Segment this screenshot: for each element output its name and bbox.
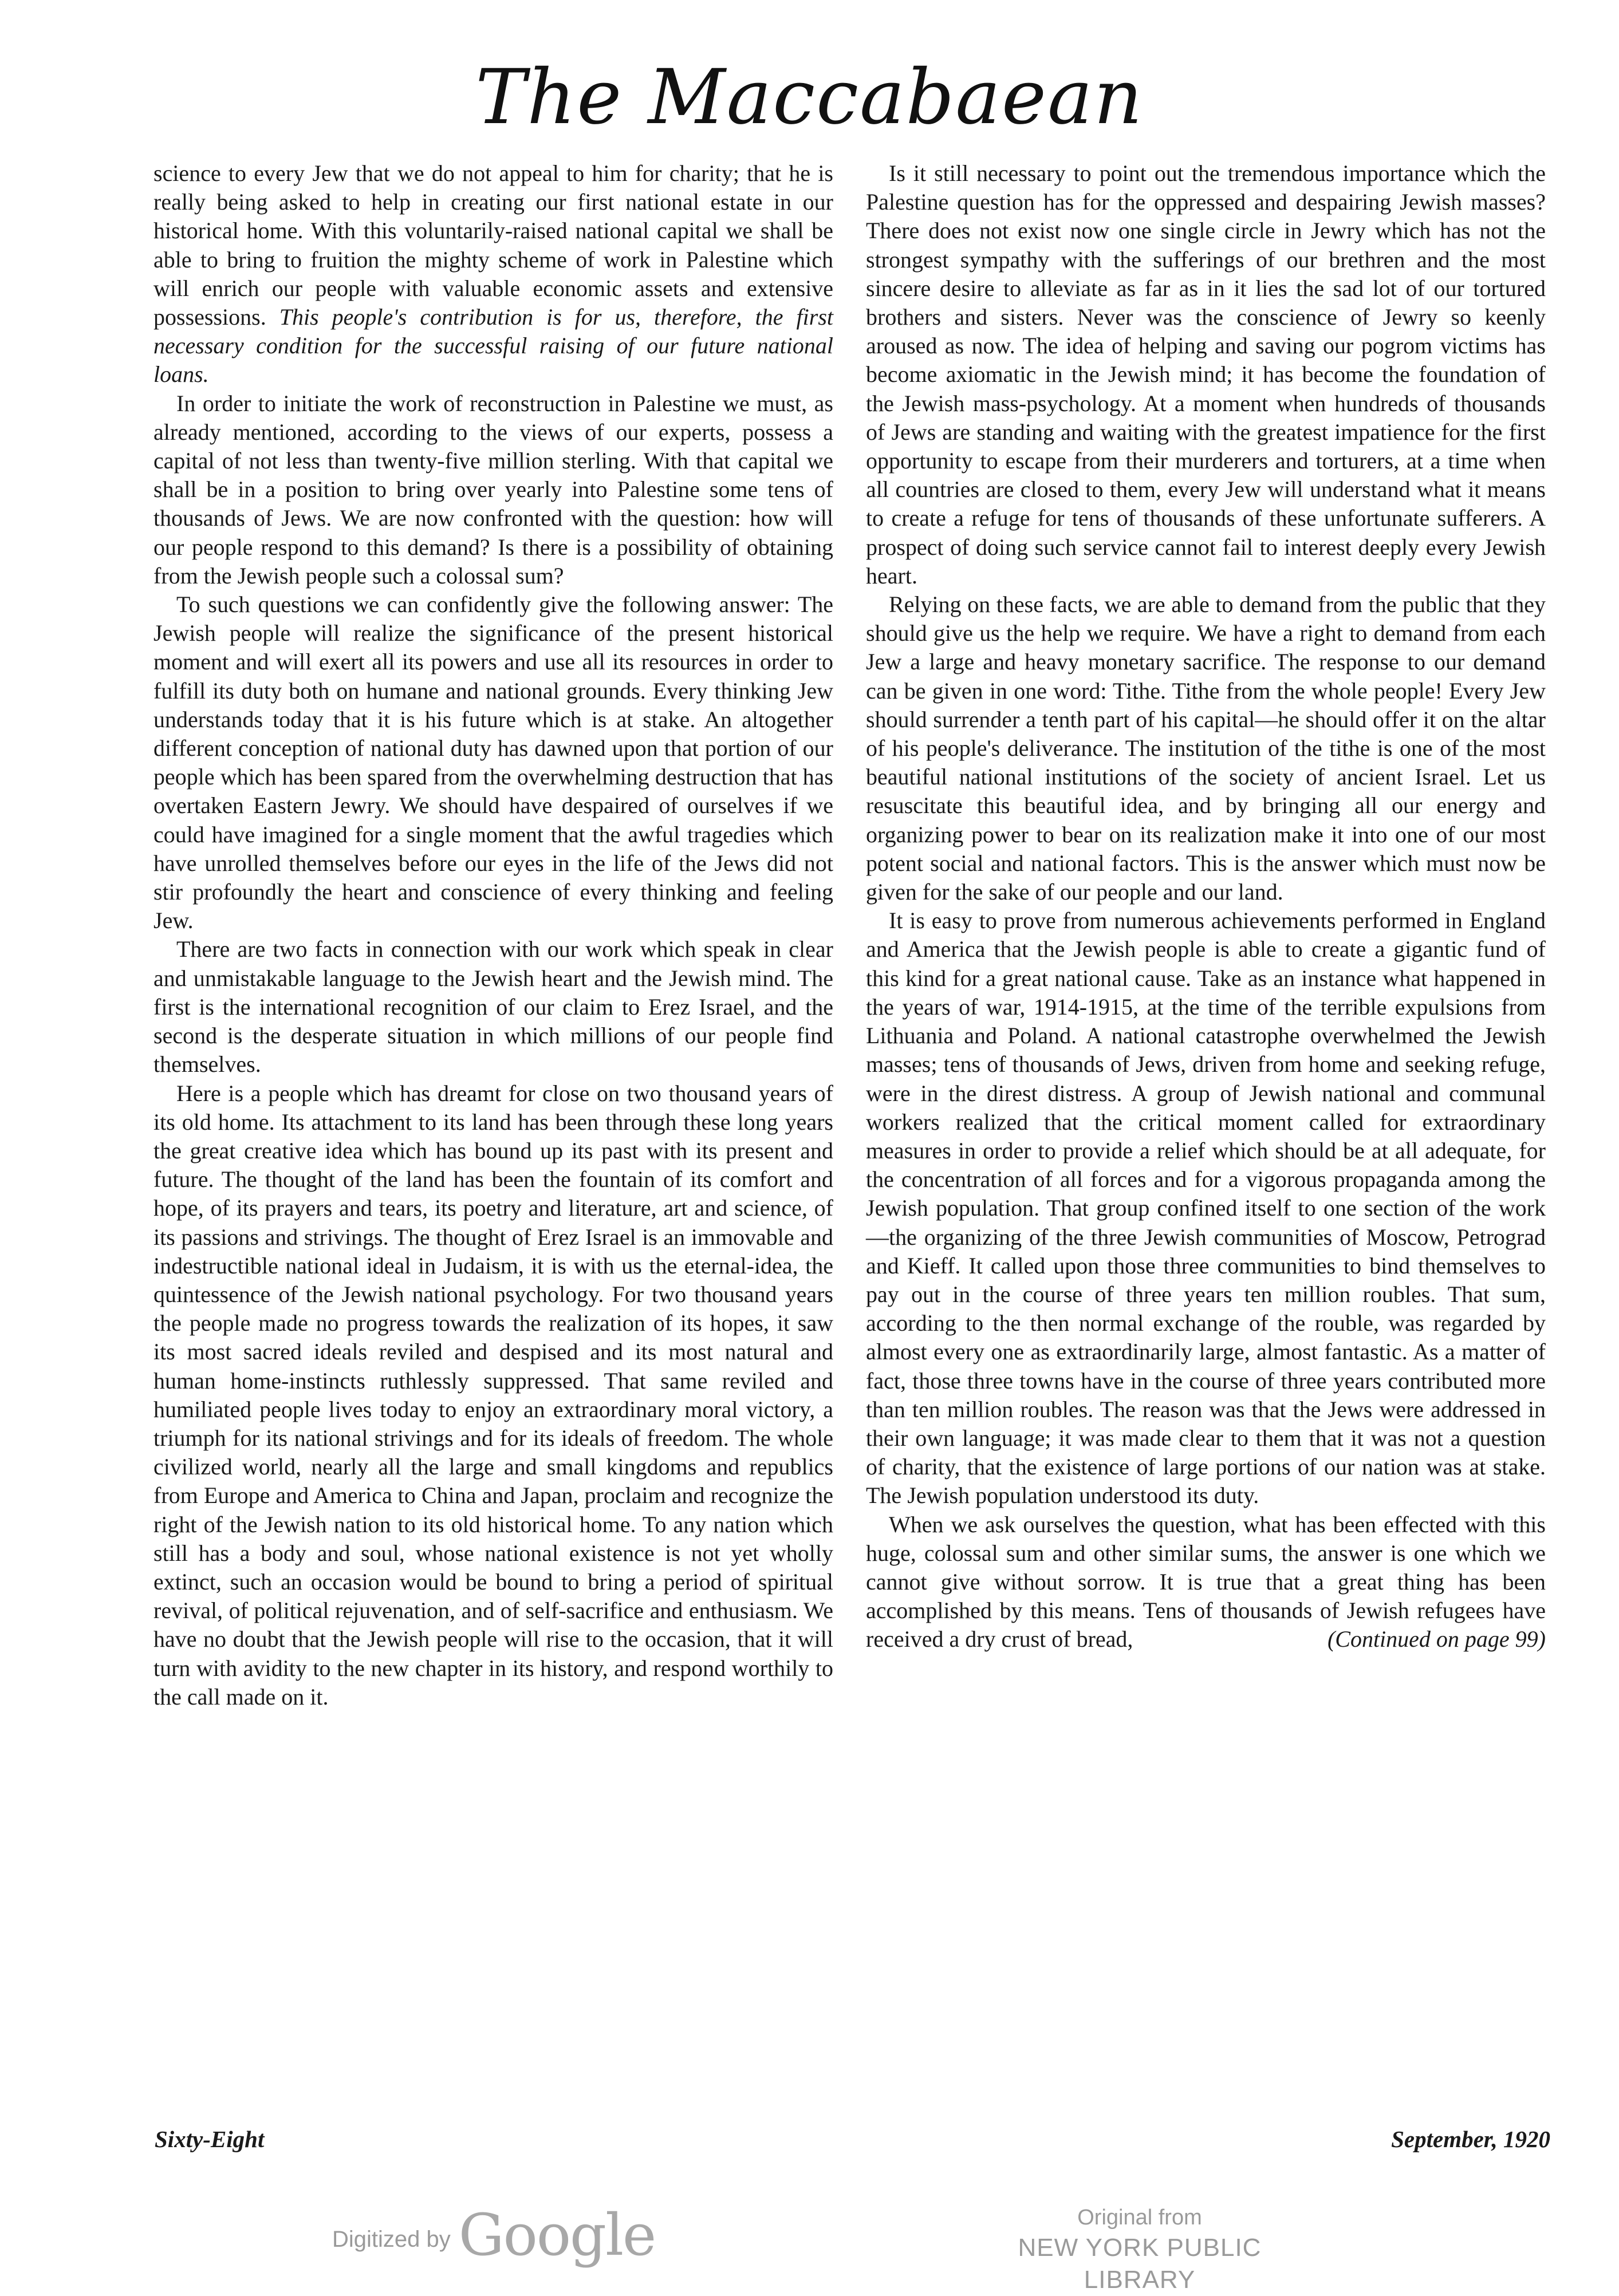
paragraph: Is it still necessary to point out the tremendous importance which the Palestine question has for the oppressed and despairing Jewish masses? There does not exist now one single circle in Jewry which has not the strongest sympathy with the sufferings of our brethren and the most sincere desire to alleviate as far as in it lies the sad lot of our tortured brothers and sisters. Never was the conscience of Jewry so keenly aroused as now. The idea of helping and saving our pogrom victims has become axiomatic in the Jewish mind; it has become the foundation of the Jewish mass-psychology. At a moment when hundreds of thousands of Jews are standing and waiting with the greatest impatience for the first opportunity to escape from their murderers and torturers, at a time when all countries are closed to them, every Jew will understand what it means to create a refuge for tens of thousands of these unfortunate sufferers. A prospect of doing such service cannot fail to interest deeply every Jewish heart. bbox=[866, 160, 1546, 589]
google-logo: Google bbox=[458, 2202, 656, 2269]
masthead-title: The Maccabaean bbox=[475, 53, 1144, 141]
paragraph bbox=[153, 159, 833, 389]
digitized-by-label: Digitized by bbox=[332, 2227, 451, 2252]
paragraph: It is easy to prove from numerous achievements performed in England and America that the Jewish people is able to create a gigantic fund of this kind for a great national cause. Take as an instance what happened in the years of war, 1914-1915, at the time of the terrible expulsions from Lithuania and Poland. A national catastrophe overwhelmed the Jewish masses; tens of thousands of Jews, driven from home and seeking refuge, were in the direst distress. A group of Jewish national and communal workers realized that the critical moment called for extraordinary measures in order to provide a relief which should be at all adequate, for the concentration of all forces and for a vigorous propaganda among the Jewish population. That group confined itself to one section of the work—the organizing of the three Jewish communities of Moscow, Petrograd and Kieff. It called upon those three communities to bind themselves to pay out in the course of three years ten million roubles. That sum, according to the then normal exchange of the rouble, was regarded by almost every one as extraordinarily large, almost fantastic. As a matter of fact, those three towns have in the course of three years contributed more than ten million roubles. The reason was that the Jews were addressed in their own language; it was made clear to them that it was not a question of charity, that the existence of large portions of our nation was at stake. The Jewish population understood its duty. bbox=[866, 908, 1546, 1509]
paragraph bbox=[866, 1510, 1546, 1654]
original-from-label: Original from bbox=[1077, 2206, 1202, 2230]
left-column bbox=[153, 159, 833, 1711]
paragraph-text: When we ask ourselves the question, what has been effected with this huge, colossal sum and other similar sums, the answer is one which we cannot give without sorrow. It is true that a great thing has been accomplished by this means. Tens of thousands of Jewish refugees have received a dry crust of bread, bbox=[866, 1511, 1546, 1652]
digitized-by-watermark bbox=[332, 2202, 655, 2269]
continued-note: (Continued on page 99) bbox=[1327, 1626, 1546, 1652]
paragraph: In order to initiate the work of reconstruction in Palestine we must, as already mentioned, according to the views of our experts, possess a capital of not less than twenty-five million sterling. With that capital we shall be in a position to bring over yearly into Palestine some tens of thousands of Jews. We are now confronted with the question: how will our people respond to this demand? Is there is a possibility of obtaining from the Jewish people such a colossal sum? bbox=[153, 390, 833, 589]
page-number: Sixty-Eight bbox=[155, 2126, 265, 2152]
paragraph-italic-text: This people's contribution is for us, therefore, the first necessary condition for the successful raising of our future national loans. bbox=[153, 304, 834, 388]
paragraph: Here is a people which has dreamt for close on two thousand years of its old home. Its attachment to its land has been through these long years the great creative idea which has bound up its past with its present and future. The thought of the land has been the fountain of its comfort and hope, of its prayers and tears, its poetry and literature, art and science, of its passions and strivings. The thought of Erez Israel is an immovable and indestructible national ideal in Judaism, it is with us the eternal-idea, the quintessence of the Jewish national psychology. For two thousand years the people made no progress towards the realization of its hopes, it saw its most sacred ideals reviled and despised and its most natural and human home-instincts ruthlessly suppressed. That same reviled and humiliated people lives today to enjoy an extraordinary moral victory, a triumph for its national strivings and for its ideals of freedom. The whole civilized world, nearly all the large and small kingdoms and republics from Europe and America to China and Japan, proclaim and recognize the right of the Jewish nation to its old historical home. To any nation which still has a body and soul, whose national existence is not yet wholly extinct, such an occasion would be bound to bring a period of spiritual revival, of political rejuvenation, and of self-sacrifice and enthusiasm. We have no doubt that the Jewish people will rise to the occasion, that it will turn with avidity to the new chapter in its history, and respond worthily to the call made on it. bbox=[153, 1080, 833, 1710]
paragraph: There are two facts in connection with our work which speak in clear and unmistakable language to the Jewish heart and the Jewish mind. The first is the international recognition of our claim to Erez Israel, and the second is the desperate situation in which millions of our people find themselves. bbox=[153, 936, 833, 1078]
library-watermark bbox=[968, 2203, 1311, 2296]
issue-date: September, 1920 bbox=[1391, 2126, 1550, 2152]
paragraph: To such questions we can confidently give the following answer: The Jewish people will realize the significance of the present historical moment and will exert all its powers and use all its resources in order to fulfill its duty both on humane and national grounds. Every thinking Jew understands today that it is his future which is at stake. An altogether different conception of national duty has dawned upon that portion of our people which has been spared from the overwhelming destruction that has overtaken Eastern Jewry. We should have despaired of ourselves if we could have imagined for a single moment that the awful tragedies which have unrolled themselves before our eyes in the life of the Jews did not stir profoundly the heart and conscience of every thinking and feeling Jew. bbox=[153, 591, 833, 934]
paragraph: Relying on these facts, we are able to demand from the public that they should give us the help we require. We have a right to demand from each Jew a large and heavy monetary sacrifice. The response to our demand can be given in one word: Tithe. Tithe from the whole people! Every Jew should surrender a tenth part of his capital—he should offer it on the altar of his people's deliverance. The institution of the tithe is one of the most beautiful national institutions of the society of ancient Israel. Let us resuscitate this beautiful idea, and by bringing all our energy and organizing power to bear on its realization make it into one of our most potent social and national factors. This is the answer which must now be given for the sake of our people and our land. bbox=[866, 591, 1546, 905]
paragraph-text: science to every Jew that we do not appeal to him for charity; that he is really being asked to help in creating our first national estate in our historical home. With this voluntarily-raised national capital we shall be able to bring to fruition the mighty scheme of work in Palestine which will enrich our people with valuable economic assets and extensive possessions. bbox=[153, 160, 833, 330]
right-column bbox=[866, 159, 1546, 1654]
library-name: NEW YORK PUBLIC LIBRARY bbox=[1018, 2234, 1262, 2294]
